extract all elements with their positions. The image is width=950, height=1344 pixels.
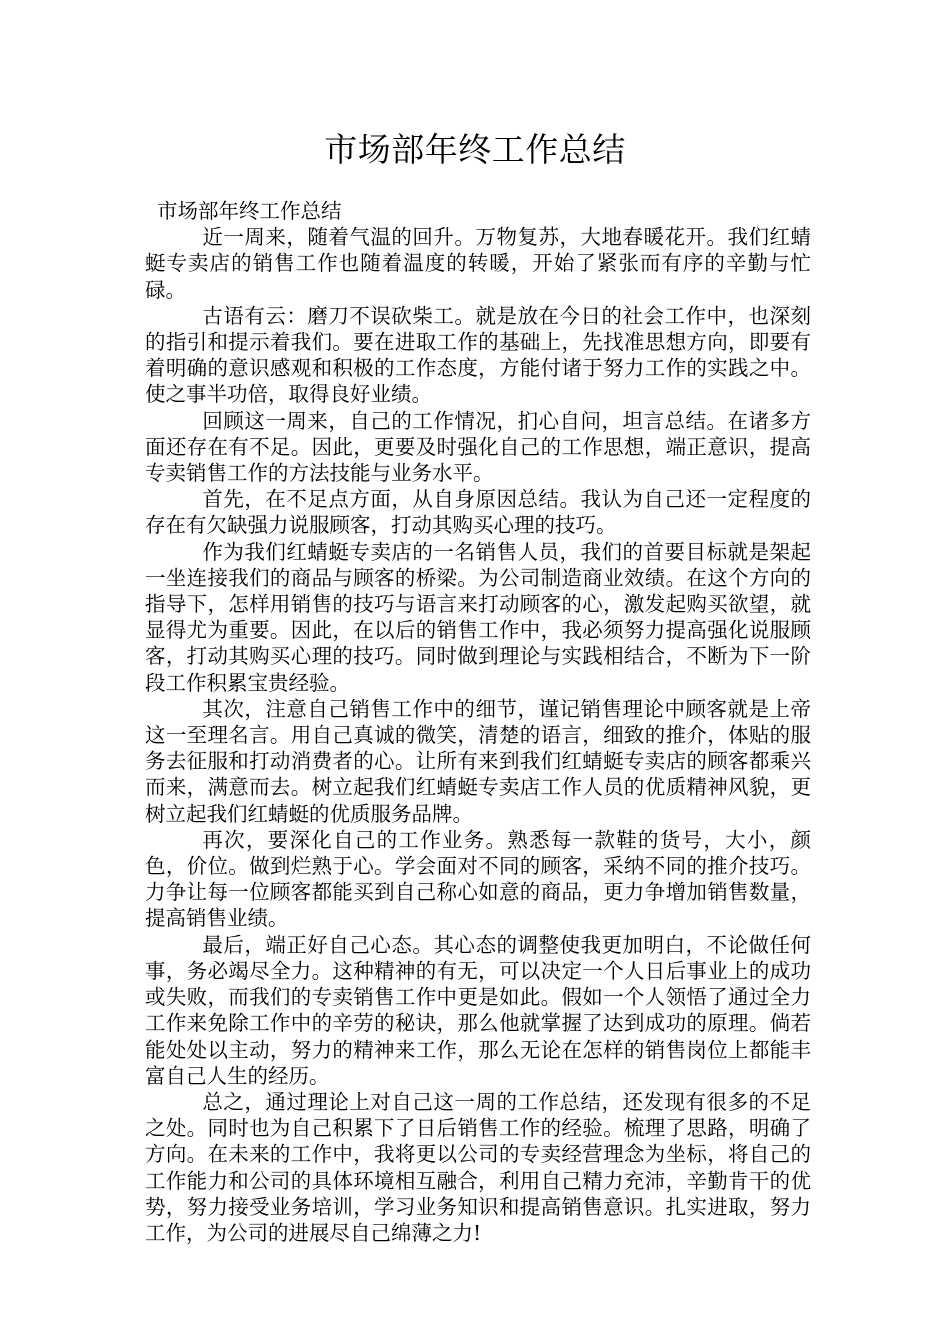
paragraph-8: 最后，端正好自己心态。其心态的调整使我更加明白，不论做任何事，务必竭尽全力。这种精神的有无，可以决定一个人日后事业上的成功或失败，而我们的专卖销售工作中更是如此。假如一个人领悟了通过全力工作来免除工作中的辛劳的秘诀，那么他就掌握了达到成功的原理。倘若能处处以主动，努力的精神来工作，那么无论在怎样的销售岗位上都能丰富自己人生的经历。 — [145, 932, 811, 1088]
document-title: 市场部年终工作总结 — [324, 130, 626, 169]
paragraph-3: 回顾这一周来，自己的工作情况，扪心自问，坦言总结。在诸多方面还存在有不足。因此，更要及时强化自己的工作思想，端正意识，提高专卖销售工作的方法技能与业务水平。 — [145, 408, 811, 486]
document-body — [145, 198, 811, 1246]
paragraph-7: 再次，要深化自己的工作业务。熟悉每一款鞋的货号，大小，颜色，价位。做到烂熟于心。学会面对不同的顾客，采纳不同的推介技巧。力争让每一位顾客都能买到自己称心如意的商品，更力争增加销售数量，提高销售业绩。 — [145, 827, 811, 931]
paragraph-2: 古语有云：磨刀不误砍柴工。就是放在今日的社会工作中，也深刻的指引和提示着我们。要在进取工作的基础上，先找准思想方向，即要有着明确的意识感观和积极的工作态度，方能付诸于努力工作的实践之中。使之事半功倍，取得良好业绩。 — [145, 303, 811, 407]
paragraph-5: 作为我们红蜻蜓专卖店的一名销售人员，我们的首要目标就是架起一坐连接我们的商品与顾客的桥梁。为公司制造商业效绩。在这个方向的指导下，怎样用销售的技巧与语言来打动顾客的心，激发起购买欲望，就显得尤为重要。因此，在以后的销售工作中，我必须努力提高强化说服顾客，打动其购买心理的技巧。同时做到理论与实践相结合，不断为下一阶段工作积累宝贵经验。 — [145, 539, 811, 695]
paragraph-1: 近一周来，随着气温的回升。万物复苏，大地春暖花开。我们红蜻蜓专卖店的销售工作也随着温度的转暖，开始了紧张而有序的辛勤与忙碌。 — [145, 225, 811, 302]
paragraph-6: 其次，注意自己销售工作中的细节，谨记销售理论中顾客就是上帝这一至理名言。用自己真诚的微笑，清楚的语言，细致的推介，体贴的服务去征服和打动消费者的心。让所有来到我们红蜻蜓专卖店的顾客都乘兴而来，满意而去。树立起我们红蜻蜓专卖店工作人员的优质精神风貌，更树立起我们红蜻蜓的优质服务品牌。 — [145, 696, 811, 826]
paragraph-9: 总之，通过理论上对自己这一周的工作总结，还发现有很多的不足之处。同时也为自己积累下了日后销售工作的经验。梳理了思路，明确了方向。在未来的工作中，我将更以公司的专卖经营理念为坐标，将自己的工作能力和公司的具体环境相互融合，利用自己精力充沛，辛勤肯干的优势，努力接受业务培训，学习业务知识和提高销售意识。扎实进取，努力工作，为公司的进展尽自己绵薄之力! — [145, 1089, 811, 1245]
document-subtitle: 市场部年终工作总结 — [157, 199, 342, 223]
paragraph-4: 首先，在不足点方面，从自身原因总结。我认为自己还一定程度的存在有欠缺强力说服顾客，打动其购买心理的技巧。 — [145, 487, 811, 538]
